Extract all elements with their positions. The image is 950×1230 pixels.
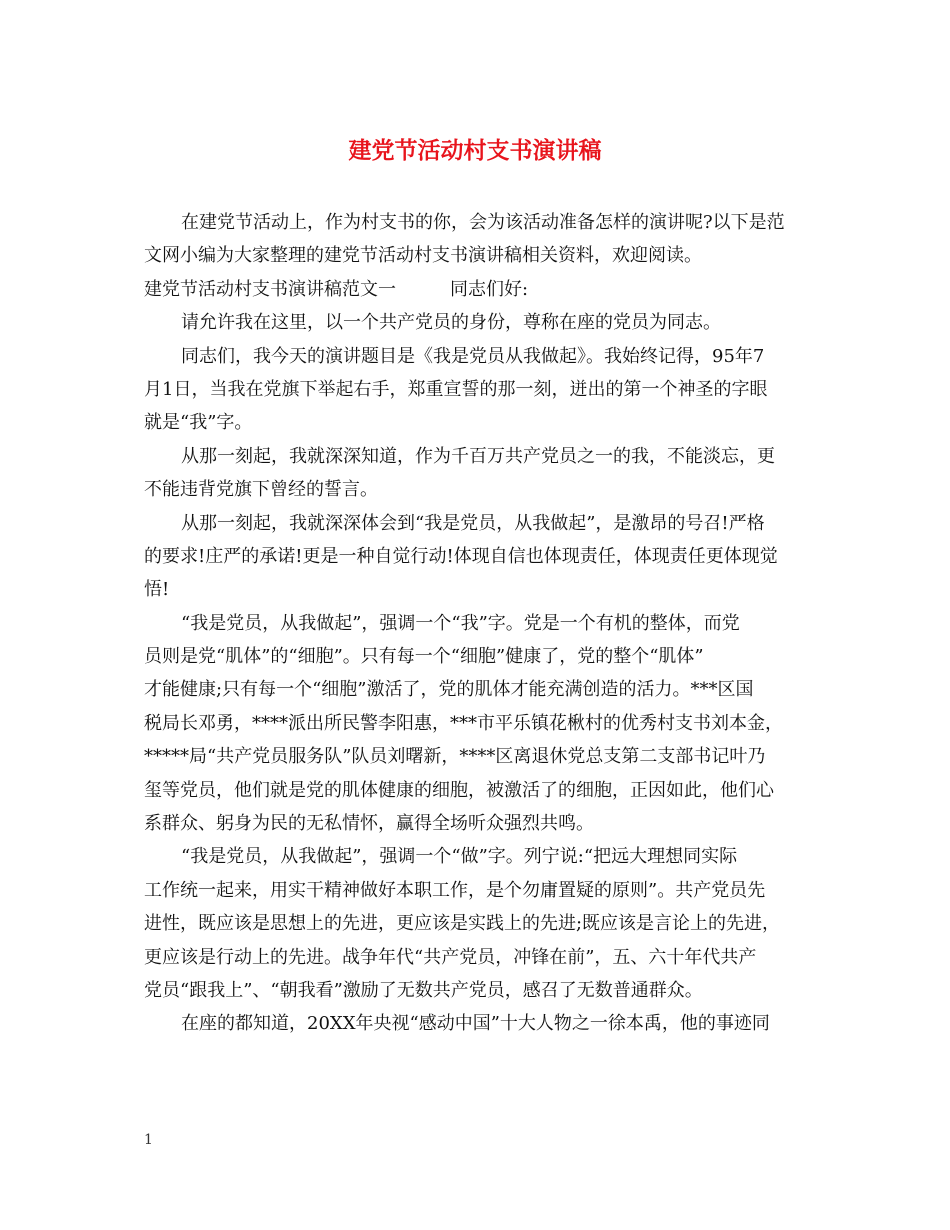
text-line: 进性，既应该是思想上的先进，更应该是实践上的先进;既应该是言论上的先进，: [144, 913, 781, 935]
text-line: 文网小编为大家整理的建党节活动村支书演讲稿相关资料，欢迎阅读。: [144, 245, 702, 267]
text-line: 同志们，我今天的演讲题目是《我是党员从我做起》。我始终记得，95年7: [181, 345, 765, 367]
text-line: 请允许我在这里，以一个共产党员的身份，尊称在座的党员为同志。: [181, 312, 721, 334]
text-line: 从那一刻起，我就深深体会到“我是党员，从我做起”，是激昂的号召!严格: [181, 512, 765, 534]
text-line: 员则是党“肌体”的“细胞”。只有每一个“细胞”健康了，党的整个“肌体”: [144, 646, 704, 668]
text-line: 月1日，当我在党旗下举起右手，郑重宣誓的那一刻，迸出的第一个神圣的字眼: [144, 378, 768, 400]
page-number: 1: [144, 1132, 153, 1148]
text-line: 建党节活动村支书演讲稿范文一 同志们好:: [144, 278, 529, 300]
document-body: [144, 206, 809, 1041]
text-line: 从那一刻起，我就深深知道，作为千百万共产党员之一的我，不能淡忘，更: [181, 445, 775, 467]
text-line: 系群众、躬身为民的无私情怀，赢得全场听众强烈共鸣。: [144, 813, 594, 835]
text-line: 工作统一起来，用实干精神做好本职工作，是个勿庸置疑的原则”。共产党员先: [144, 879, 766, 901]
text-line: “我是党员，从我做起”，强调一个“做”字。列宁说:“把远大理想同实际: [181, 846, 738, 868]
text-line: 更应该是行动上的先进。战争年代“共产党员，冲锋在前”，五、六十年代共产: [144, 946, 757, 968]
document-title: 建党节活动村支书演讲稿: [348, 137, 602, 164]
text-line: 党员“跟我上”、“朝我看”激励了无数共产党员，感召了无数普通群众。: [144, 979, 703, 1001]
text-line: 税局长邓勇，****派出所民警李阳惠，***市平乐镇花楸村的优秀村支书刘本金，: [144, 712, 783, 734]
text-line: “我是党员，从我做起”，强调一个“我”字。党是一个有机的整体，而党: [181, 612, 740, 634]
text-line: *****局“共产党员服务队”队员刘曙新，****区离退休党总支第二支部书记叶乃: [144, 746, 766, 768]
text-line: 在建党节活动上，作为村支书的你，会为该活动准备怎样的演讲呢?以下是范: [181, 212, 785, 233]
text-line: 玺等党员，他们就是党的肌体健康的细胞，被激活了的细胞，正因如此，他们心: [144, 779, 774, 801]
text-line: 就是“我”字。: [144, 412, 253, 434]
text-line: 的要求!庄严的承诺!更是一种自觉行动!体现自信也体现责任，体现责任更体现觉: [144, 545, 778, 567]
text-line: 才能健康;只有每一个“细胞”激活了，党的肌体才能充满创造的活力。***区国: [144, 679, 754, 701]
text-line: 在座的都知道，20XX年央视“感动中国”十大人物之一徐本禹，他的事迹同: [181, 1013, 770, 1035]
text-line: 悟!: [144, 579, 170, 601]
text-line: 不能违背党旗下曾经的誓言。: [144, 479, 378, 501]
